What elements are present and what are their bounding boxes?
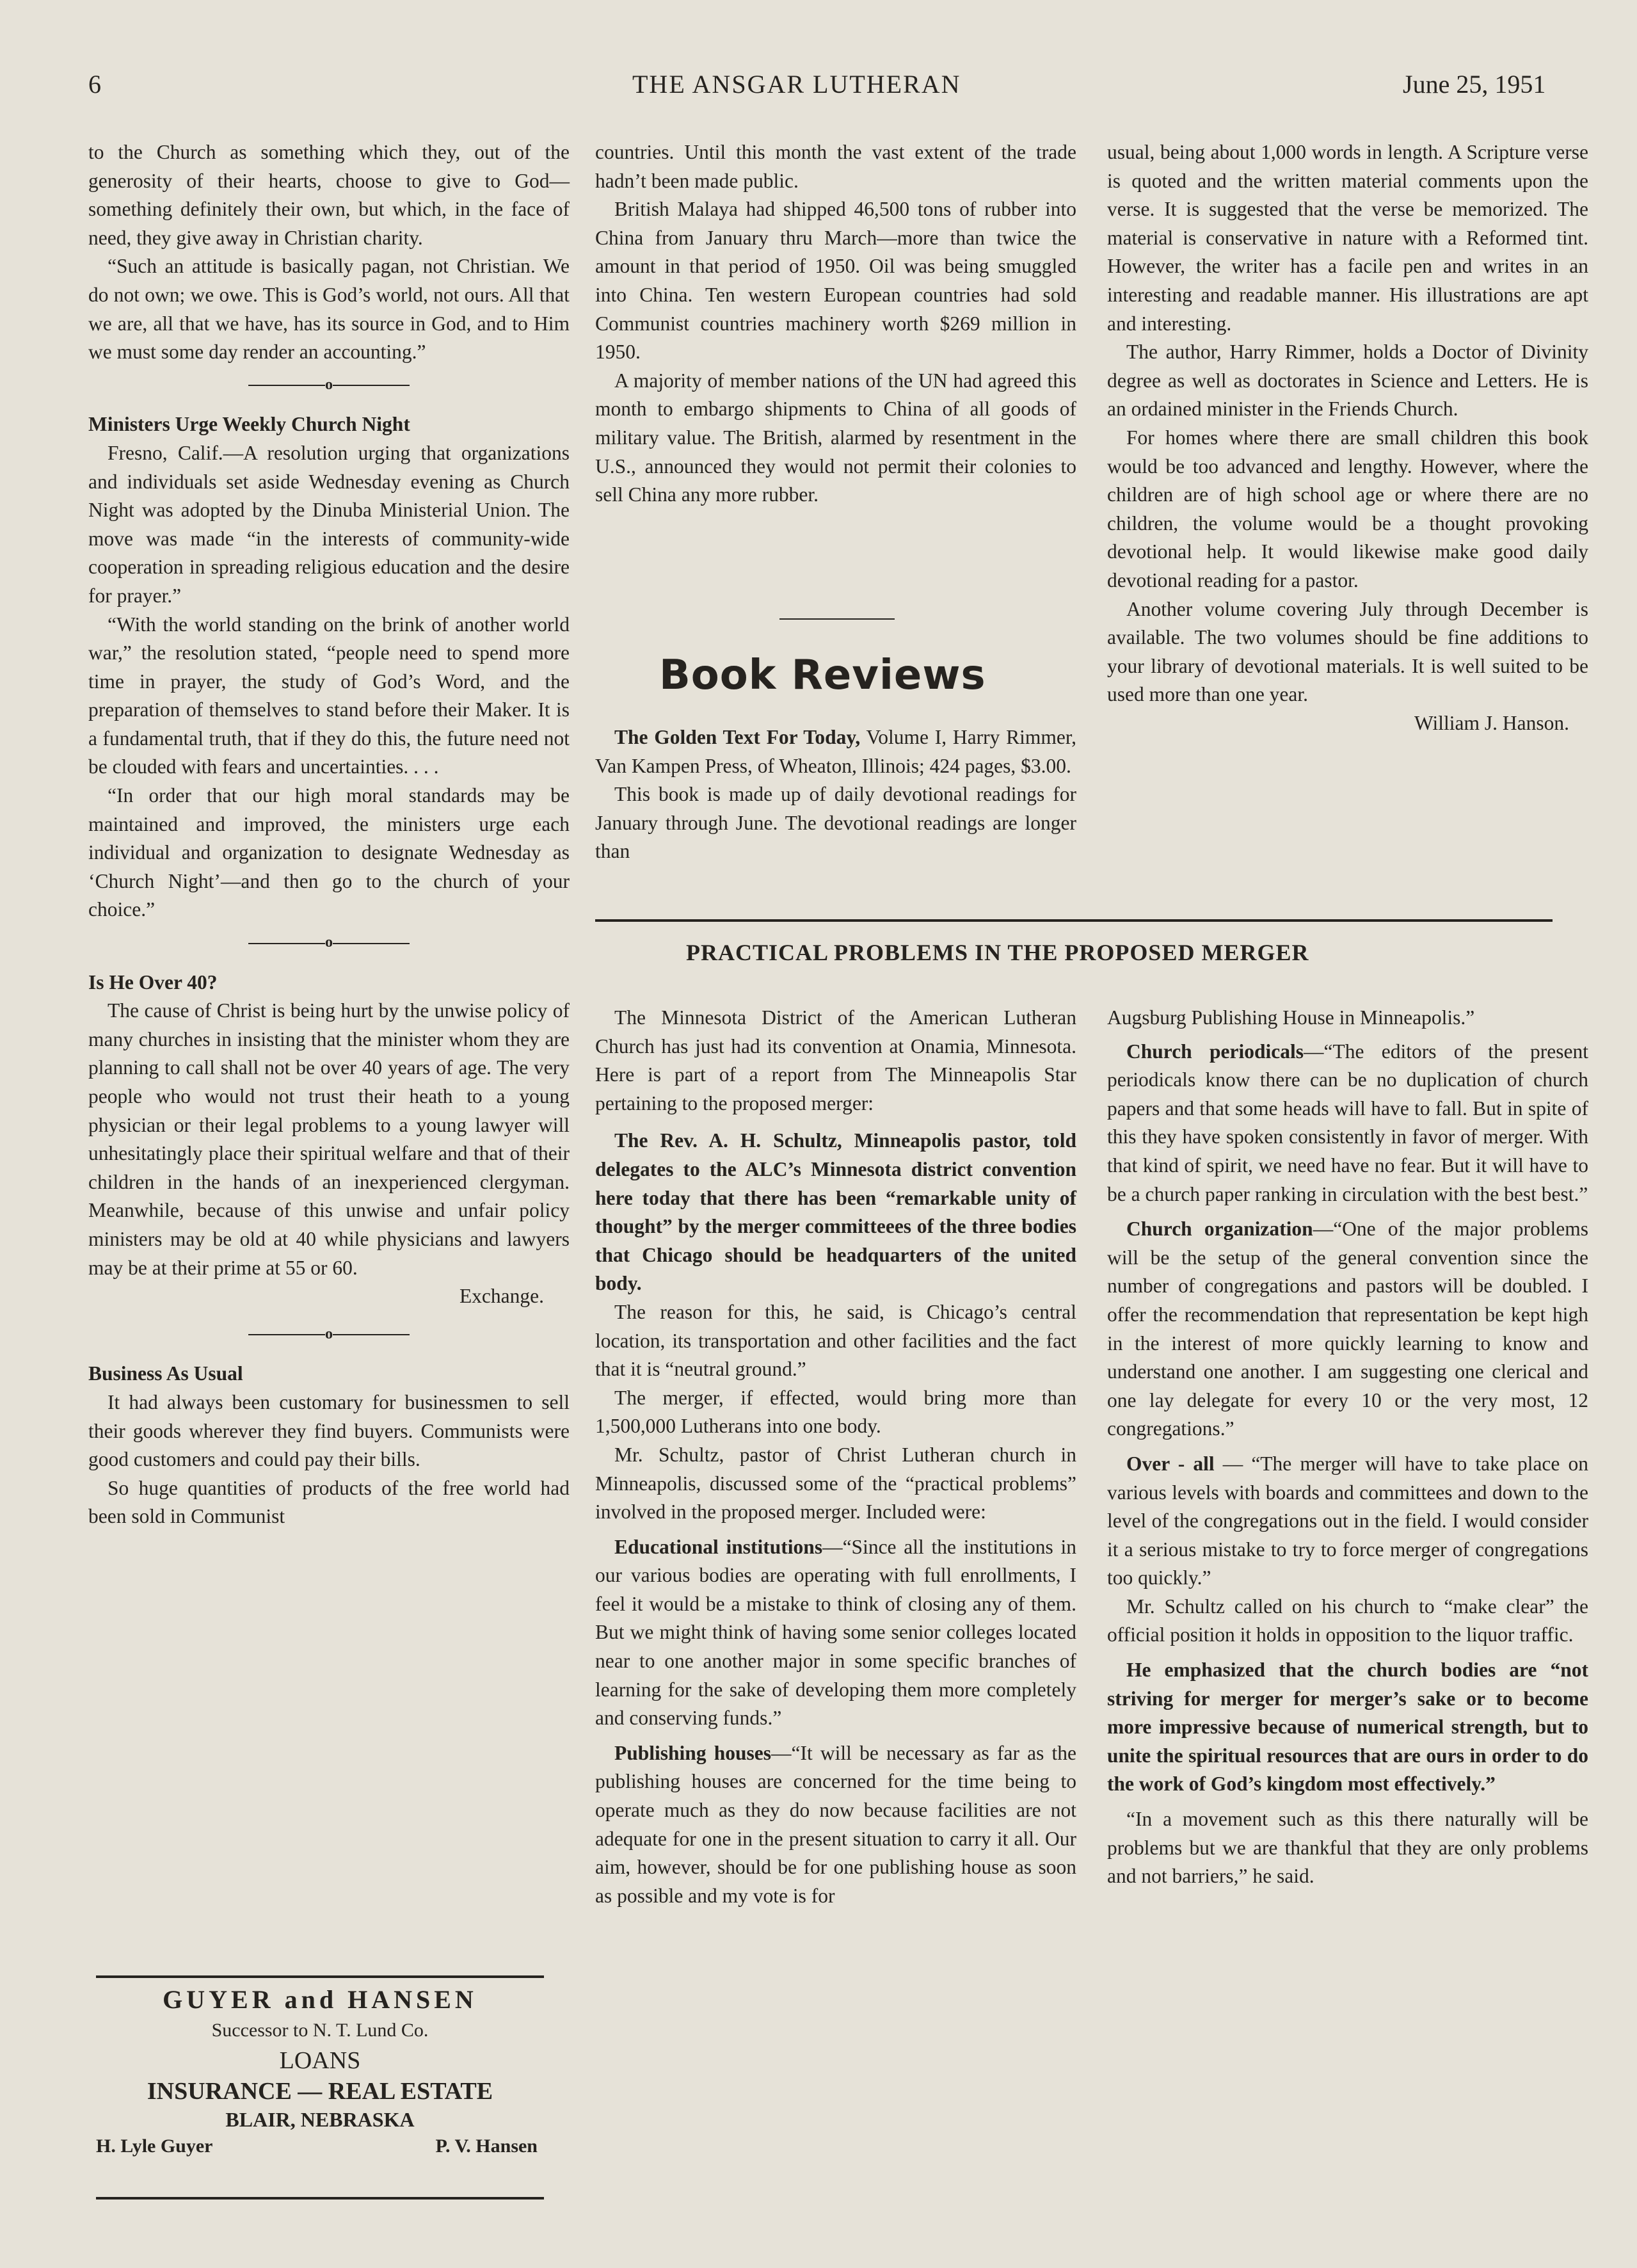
merger-organization: Church organization—“One of the major problems will be the setup of the general convention since the number of congregations and pastors will be doubled. I offer the recommendation that representation be kept high in the interest of more quickly learning to know and understand one another. I am suggesting one clerical and one lay delegate for every 10 or the very most, 12 congregations.”: [1107, 1218, 1589, 1440]
merger-augsburg: Augsburg Publishing House in Minneapolis.”: [1107, 1006, 1475, 1029]
ad-insurance: INSURANCE — REAL ESTATE: [147, 2078, 493, 2105]
ad-bottom-rule: [96, 2197, 544, 2200]
merger-lead-bold: The Rev. A. H. Schultz, Minneapolis pastor, told delegates to the ALC’s Minnesota district convention here today that there has been “remarkable unity of thought” by the merger committeees of the three bodies that Chicago should be headquarters of the united body.: [595, 1129, 1076, 1295]
pagan-attitude-paragraph: “Such an attitude is basically pagan, not Christian. We do not own; we owe. This is God’s world, not ours. All that we are, all that we have, has its source in God, and to Him we must some day render an accounting.”: [88, 255, 570, 364]
book-review-paragraph-3: The author, Harry Rimmer, holds a Doctor of Divinity degree as well as doctorates in Science and Letters. He is an ordained minister in the Friends Church.: [1107, 341, 1588, 421]
book-review-paragraph-5: Another volume covering July through December is available. The two volumes should be fine additions to your library of devotional materials. It is well suited to be used more than one year.: [1107, 597, 1588, 706]
short-divider: [779, 618, 895, 620]
book-citation: [595, 723, 1076, 780]
ad-successor: Successor to N. T. Lund Co.: [211, 2020, 429, 2041]
book-title: The Golden Text For Today,: [614, 726, 861, 748]
ad-city: BLAIR, NEBRASKA: [225, 2108, 415, 2131]
un-embargo-paragraph: A majority of member nations of the UN had agreed this month to embargo shipments to China of all goods of military value. The British, alarmed by resentment in the U.S., announced they would not permit their colonies to sell China any more rubber.: [595, 369, 1076, 506]
book-review-column-3: [1107, 138, 1588, 737]
merger-top-rule: [595, 919, 1553, 922]
section-separator: o: [88, 371, 570, 399]
malaya-paragraph: British Malaya had shipped 46,500 tons of rubber into China from January thru March—more than twice the amount in that period of 1950. Oil was being smuggled into China. Ten western European countries had sold Communist countries machinery worth $269 million in 1950.: [595, 198, 1076, 364]
ad-company-name: GUYER and HANSEN: [163, 1985, 477, 2014]
ministers-article-title: Ministers Urge Weekly Church Night: [88, 413, 410, 436]
book-reviews-heading: Book Reviews: [659, 652, 986, 699]
merger-schultz-problems: Mr. Schultz, pastor of Christ Lutheran church in Minneapolis, discussed some of the “practical problems” involved in the proposed merger. Included were:: [595, 1443, 1076, 1524]
ad-top-rule: [96, 1975, 544, 1978]
merger-column-2: [595, 1004, 1076, 1910]
column-1: [88, 138, 570, 1531]
column-2-top: [595, 138, 1076, 510]
ad-owners: [96, 2135, 544, 2157]
book-review-paragraph-2: usual, being about 1,000 words in length. A Scripture verse is quoted and the written material comments upon the verse. It is suggested that the verse be memorized. The material is conservative in nature with a Reformed tint. However, the writer has a facile pen and writes in an interesting and readable manner. His illustrations are apt and interesting.: [1107, 141, 1588, 335]
page-number: 6: [88, 70, 101, 99]
ministers-paragraph-3: “In order that our high moral standards may be maintained and improved, the ministers urge each individual and organization to designate Wednesday as ‘Church Night’—and then go to the church of your choice.”: [88, 784, 570, 921]
merger-column-3: [1107, 1004, 1588, 1891]
merger-emphasis-bold: He emphasized that the church bodies are “not striving for merger for merger’s sake or to become more impressive because of numerical strength, but to unite the spiritual resources that are ours in order to do the work of God’s kingdom most effectively.”: [1107, 1659, 1588, 1796]
book-review-paragraph-1: This book is made up of daily devotional readings for January through June. The devotional readings are longer than: [595, 783, 1076, 863]
ad-owner-2: P. V. Hansen: [435, 2135, 538, 2157]
business-article-title: Business As Usual: [88, 1362, 243, 1385]
ad-owner-1: H. Lyle Guyer: [96, 2135, 213, 2157]
book-details: Volume I, Harry Rimmer, Van Kampen Press, of Wheaton, Illinois; 424 pages, $3.00.: [595, 726, 1076, 777]
issue-date: June 25, 1951: [1403, 70, 1546, 99]
over-40-article-title: Is He Over 40?: [88, 970, 218, 993]
section-separator: o: [88, 1320, 570, 1349]
merger-periodicals: Church periodicals—“The editors of the present periodicals know there can be no duplication of church papers and that some heads will have to fall. But in spite of this they have spoken consistently in favor of merger. With that kind of spirit, we need have no fear. But it will have to be a church paper ranking in circulation with the best best.”: [1107, 1040, 1588, 1205]
over-40-paragraph: The cause of Christ is being hurt by the unwise policy of many churches in insisting that the minister whom they are planning to call shall not be over 40 years of age. The very people who would not trust their heath to a young physician or their legal problems to a young lawyer will unhesitatingly place their spiritual welfare and that of their children in the hands of an inexperienced clergyman. Meanwhile, because of this unwise and unfair policy ministers may be old at 40 while physicians and lawyers may be at their prime at 55 or 60.: [88, 999, 570, 1279]
business-paragraph-1: It had always been customary for businessmen to sell their goods wherever they find buyers. Communists were good customers and could pay their bills.: [88, 1390, 570, 1471]
ministers-paragraph-2: “With the world standing on the brink of another world war,” the resolution stated, “people need to spend more time in prayer, the study of God’s Word, and the preparation of themselves to stand before their Maker. It is a fundamental truth, that if they do this, the future need not be clouded with fears and uncertainties. . . .: [88, 613, 570, 778]
merger-liquor: Mr. Schultz called on his church to “make clear” the official position it holds in opposition to the liquor traffic.: [1107, 1595, 1588, 1646]
merger-overall: Over - all — “The merger will have to take place on various levels with boards and committees and down to the level of the congregations out in the field. I would consider it a serious mistake to try to force merger of congregations too quickly.”: [1107, 1452, 1588, 1589]
business-paragraph-2: So huge quantities of products of the free world had been sold in Communist: [88, 1476, 570, 1528]
over-40-source: Exchange.: [459, 1285, 544, 1308]
guyer-hansen-ad: [96, 1984, 544, 2157]
merger-publishing: Publishing houses—“It will be necessary as far as the publishing houses are concerned for the time being to operate much as they do now because facilities are not adequate for one in the present situation to carry it all. Our aim, however, should be for one publishing house as soon as possible and my vote is for: [595, 1741, 1076, 1907]
book-review-signature: William J. Hanson.: [1414, 711, 1569, 734]
merger-education: Educational institutions—“Since all the institutions in our various bodies are operating with full enrollments, I feel it would be a mistake to think of closing any of them. But we might think of having some senior colleges located near to one another major in some specific branches of learning for the sake of developing them more completely and conserving funds.”: [595, 1535, 1076, 1730]
charity-paragraph-end: to the Church as something which they, out of the generosity of their hearts, choose to give to God—something definitely their own, but which, in the face of need, they give away in Christian charity.: [88, 141, 570, 249]
merger-article-title: PRACTICAL PROBLEMS IN THE PROPOSED MERGER: [686, 940, 1309, 965]
ad-loans: LOANS: [279, 2047, 361, 2074]
book-review-paragraph-4: For homes where there are small children this book would be too advanced and lengthy. However, where the children are of high school age or where there are no children, the volume would be a thought provoking devotional help. It would likewise make good daily devotional reading for a pastor.: [1107, 426, 1588, 591]
section-separator: o: [88, 928, 570, 957]
merger-intro: The Minnesota District of the American Lutheran Church has just had its convention at Onamia, Minnesota. Here is part of a report from The Minneapolis Star pertaining to the proposed merger:: [595, 1006, 1076, 1114]
book-review-column-2: [595, 723, 1076, 866]
trade-paragraph-end: countries. Until this month the vast extent of the trade hadn’t been made public.: [595, 141, 1076, 192]
merger-final-quote: “In a movement such as this there naturally will be problems but we are thankful that they are only problems and not barriers,” he said.: [1107, 1808, 1588, 1888]
ministers-paragraph-1: Fresno, Calif.—A resolution urging that organizations and individuals set aside Wednesday evening as Church Night was adopted by the Dinuba Ministerial Union. The move was made “in the interests of community-wide cooperation in spreading religious education and the desire for prayer.”: [88, 441, 570, 607]
merger-lutherans-count: The merger, if effected, would bring more than 1,500,000 Lutherans into one body.: [595, 1386, 1076, 1438]
publication-title: THE ANSGAR LUTHERAN: [632, 70, 961, 99]
merger-chicago-reason: The reason for this, he said, is Chicago’s central location, its transportation and other facilities and the fact that it is “neutral ground.”: [595, 1300, 1076, 1381]
